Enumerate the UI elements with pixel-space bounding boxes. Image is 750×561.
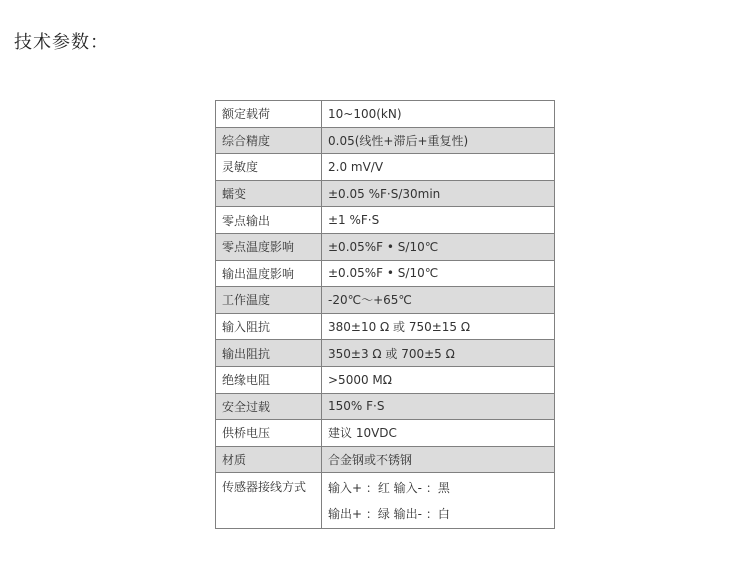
spec-value: ±0.05%F • S/10℃ (322, 233, 555, 260)
spec-row (216, 207, 555, 234)
spec-row (216, 420, 555, 447)
spec-value: ±0.05%F • S/10℃ (322, 260, 555, 287)
spec-row (216, 393, 555, 420)
wiring-values (322, 473, 555, 529)
page-title: 技术参数： (14, 32, 109, 53)
spec-label: 传感器接线方式 (216, 473, 322, 529)
spec-row-wiring (216, 473, 555, 529)
spec-row (216, 101, 555, 128)
spec-value: 建议 10VDC (322, 420, 555, 447)
spec-table (215, 100, 555, 529)
spec-value: -20℃～+65℃ (322, 287, 555, 314)
spec-value: ±0.05 %F·S/30min (322, 180, 555, 207)
spec-row (216, 154, 555, 181)
spec-label: 工作温度 (216, 287, 322, 314)
spec-value: 合金钢或不锈钢 (322, 446, 555, 473)
spec-label: 零点输出 (216, 207, 322, 234)
wiring-input-line: 输入+ ：红 输入- ：黑 (328, 480, 450, 495)
spec-row (216, 340, 555, 367)
spec-label: 供桥电压 (216, 420, 322, 447)
spec-row (216, 366, 555, 393)
spec-value: 380±10 Ω 或 750±15 Ω (322, 313, 555, 340)
spec-value: 0.05(线性+滞后+重复性) (322, 127, 555, 154)
spec-row (216, 287, 555, 314)
spec-label: 额定载荷 (216, 101, 322, 128)
spec-label: 蠕变 (216, 180, 322, 207)
spec-label: 灵敏度 (216, 154, 322, 181)
spec-row (216, 127, 555, 154)
spec-label: 输入阻抗 (216, 313, 322, 340)
spec-label: 零点温度影响 (216, 233, 322, 260)
spec-label: 绝缘电阻 (216, 366, 322, 393)
spec-label: 输出温度影响 (216, 260, 322, 287)
spec-value: >5000 MΩ (322, 366, 555, 393)
spec-row (216, 313, 555, 340)
spec-label: 材质 (216, 446, 322, 473)
spec-value: ±1 %F·S (322, 207, 555, 234)
spec-row (216, 180, 555, 207)
spec-value: 2.0 mV/V (322, 154, 555, 181)
spec-value: 350±3 Ω 或 700±5 Ω (322, 340, 555, 367)
spec-row (216, 233, 555, 260)
wiring-output-line: 输出+ ：绿 输出- ：白 (328, 506, 450, 521)
spec-label: 综合精度 (216, 127, 322, 154)
spec-value: 10~100(kN) (322, 101, 555, 128)
spec-row (216, 260, 555, 287)
spec-value: 150% F·S (322, 393, 555, 420)
spec-label: 安全过载 (216, 393, 322, 420)
spec-label: 输出阻抗 (216, 340, 322, 367)
spec-row (216, 446, 555, 473)
